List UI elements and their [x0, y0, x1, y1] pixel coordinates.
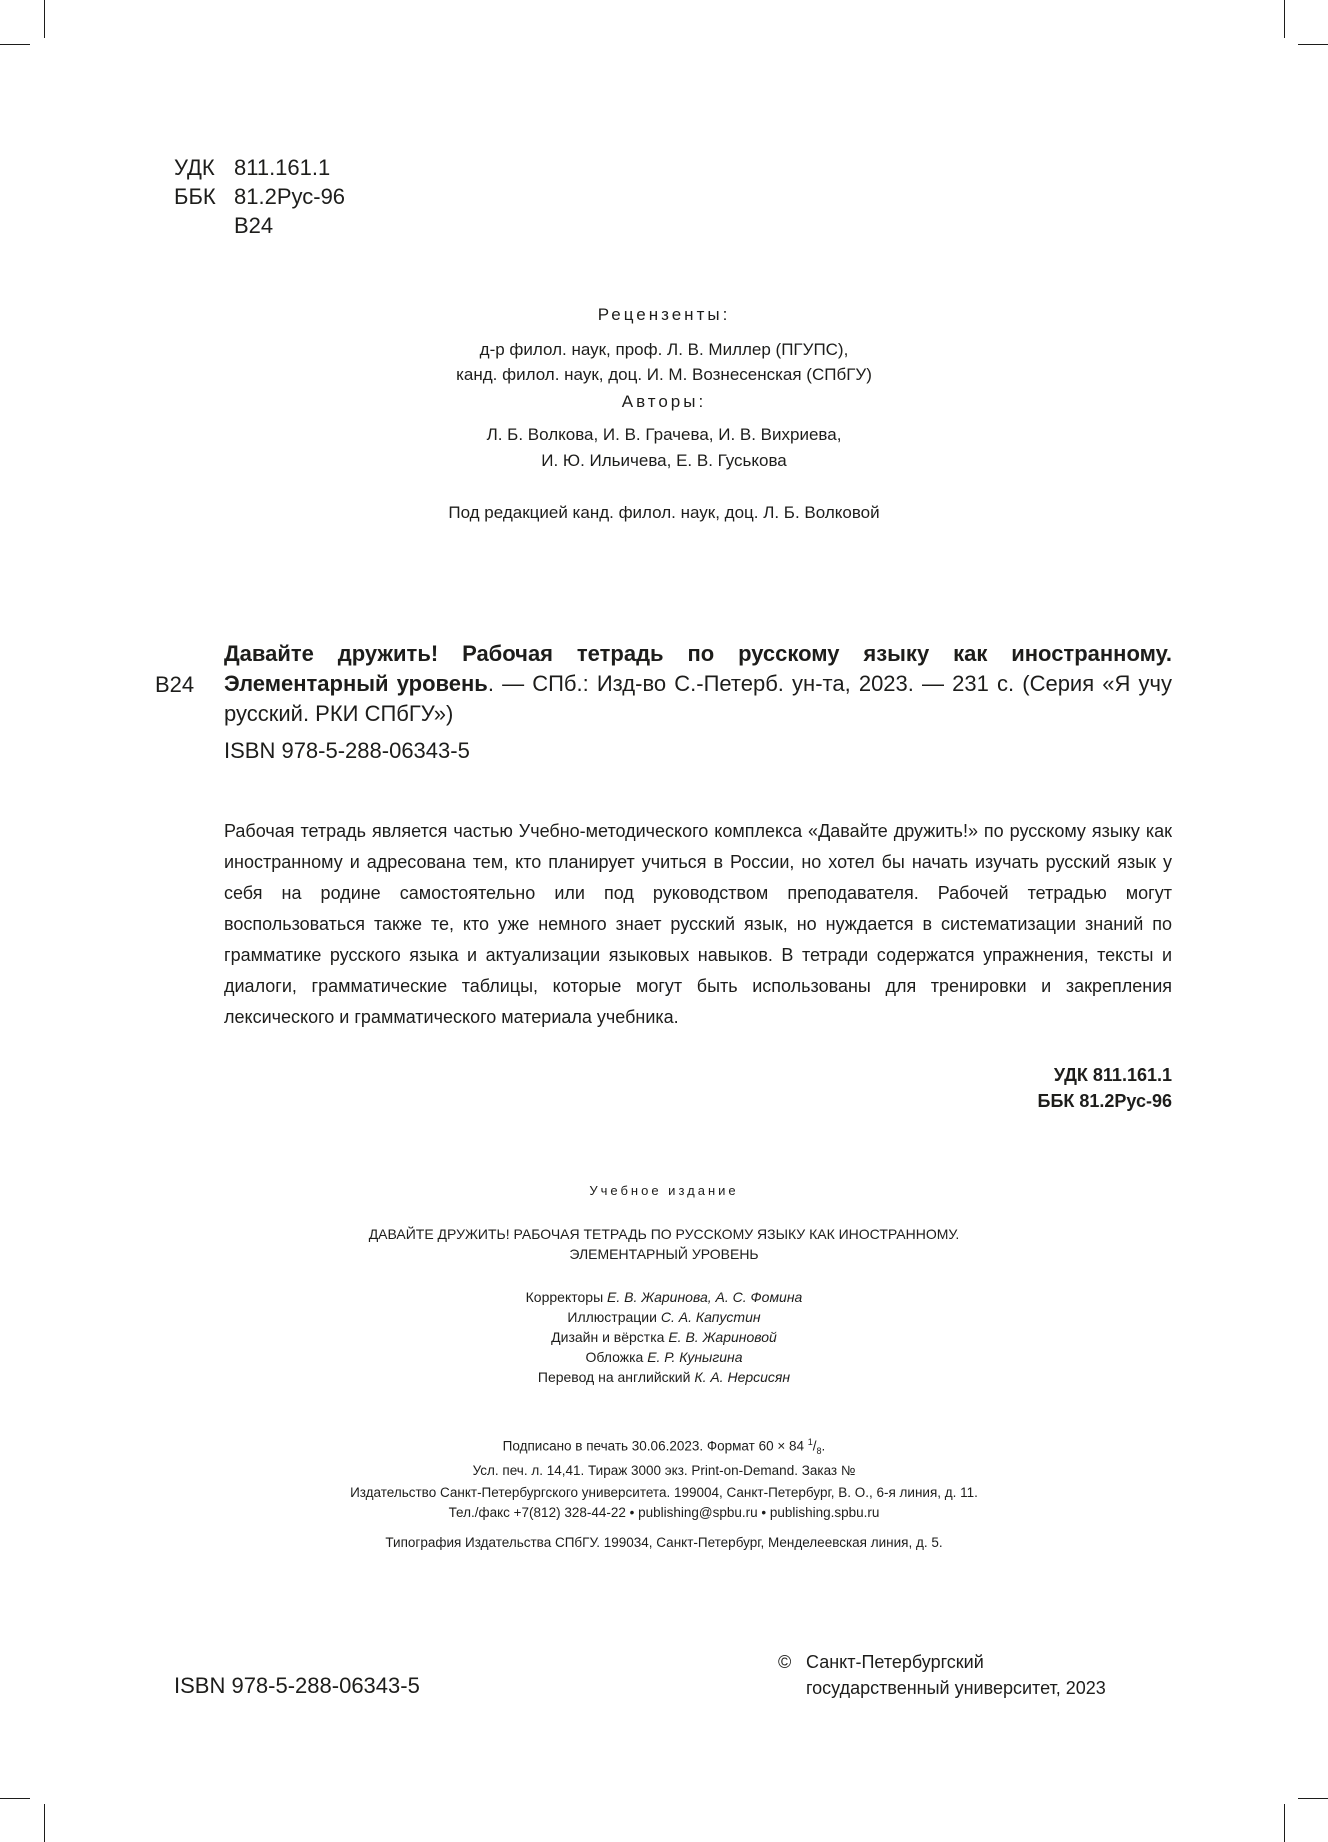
print-info	[0, 1432, 1328, 1481]
imprint-title	[0, 1224, 1328, 1264]
reviewer-line: д-р филол. наук, проф. Л. В. Миллер (ПГУПС),	[479, 340, 849, 359]
book-title-bold: Давайте дружить! Рабочая тетрадь по русскому языку как иностранному. Элементарный уровень	[224, 641, 1172, 696]
publisher-contacts: Тел./факс +7(812) 328-44-22 • publishing@spbu.ru • publishing.spbu.ru	[448, 1505, 880, 1520]
credit-line	[0, 1307, 1328, 1327]
print-line: Подписано в печать 30.06.2023. Формат 60 × 84 $^1/_8$.	[502, 1437, 826, 1457]
authors-list	[0, 422, 1328, 474]
credit-role: Перевод на английский	[537, 1369, 691, 1385]
credit-role: Корректоры	[525, 1289, 604, 1305]
print-suffix: .	[821, 1438, 826, 1454]
crop-mark	[1284, 1804, 1285, 1842]
credit-line	[0, 1347, 1328, 1367]
credit-names: С. А. Капустин	[660, 1309, 761, 1325]
credit-names: Е. В. Жариновой	[668, 1329, 777, 1345]
author-mark: В24	[234, 213, 274, 238]
credit-role: Иллюстрации	[567, 1309, 657, 1325]
classification-block	[174, 153, 345, 240]
crop-mark	[44, 1804, 45, 1842]
copyright-line: государственный университет, 2023	[806, 1678, 1106, 1698]
bbk-value: 81.2Рус-96	[234, 184, 346, 209]
print-line: Усл. печ. л. 14,41. Тираж 3000 экз. Print-on-Demand. Заказ №	[472, 1463, 856, 1479]
crop-mark	[1298, 1798, 1328, 1799]
bibliography-rest: . — СПб.: Изд-во С.-Петерб. ун-та, 2023. — 231 с. (Серия «Я учу русский. РКИ СПбГУ»)	[224, 671, 1172, 726]
crop-mark	[1298, 44, 1328, 45]
udk-bottom: УДК 811.161.1	[1053, 1065, 1172, 1085]
bibliography-mark: В24	[155, 672, 195, 697]
editor-line: Под редакцией канд. филол. наук, доц. Л. Б. Волковой	[448, 503, 880, 522]
credit-names: Е. В. Жаринова, А. С. Фомина	[607, 1289, 803, 1305]
credit-role: Дизайн и вёрстка	[551, 1329, 665, 1345]
credits-list	[0, 1287, 1328, 1387]
crop-mark	[0, 44, 30, 45]
typography-info: Типография Издательства СПбГУ. 199034, Санкт-Петербург, Менделеевская линия, д. 5.	[385, 1535, 943, 1550]
credit-line	[0, 1367, 1328, 1387]
credit-role: Обложка	[585, 1349, 644, 1365]
reviewer-line: канд. филол. наук, доц. И. М. Вознесенская (СПбГУ)	[456, 365, 872, 384]
copyright-icon: ©	[778, 1652, 792, 1672]
publisher-address: Издательство Санкт-Петербургского университета. 199004, Санкт-Петербург, В. О., 6-я линия, д. 11.	[350, 1485, 978, 1500]
crop-mark	[1284, 0, 1285, 38]
crop-mark	[44, 0, 45, 38]
reviewers-heading: Рецензенты:	[597, 305, 731, 324]
imprint-title-line: ЭЛЕМЕНТАРНЫЙ УРОВЕНЬ	[569, 1246, 759, 1262]
isbn-footer: ISBN 978-5-288-06343-5	[174, 1673, 420, 1698]
author-line: И. Ю. Ильичева, Е. В. Гуськова	[541, 451, 787, 470]
isbn-main: ISBN 978-5-288-06343-5	[224, 738, 470, 763]
imprint-title-line: ДАВАЙТЕ ДРУЖИТЬ! РАБОЧАЯ ТЕТРАДЬ ПО РУССКОМУ ЯЗЫКУ КАК ИНОСТРАННОМУ.	[368, 1226, 960, 1242]
udk-value: 811.161.1	[234, 155, 331, 180]
credit-line	[0, 1287, 1328, 1307]
classification-bottom	[1038, 1062, 1173, 1114]
crop-mark	[0, 1798, 30, 1799]
copyright-line: Санкт-Петербургский	[806, 1652, 984, 1672]
credit-names: Е. Р. Куныгина	[647, 1349, 743, 1365]
credit-names: К. А. Нерсисян	[694, 1369, 791, 1385]
bbk-bottom: ББК 81.2Рус-96	[1037, 1091, 1172, 1111]
udk-label: УДК	[174, 155, 215, 180]
publisher-info	[0, 1483, 1328, 1523]
credit-line	[0, 1327, 1328, 1347]
bibliographic-description	[224, 639, 1172, 729]
reviewers-list	[0, 337, 1328, 387]
copyright-block	[778, 1649, 1106, 1701]
authors-heading: Авторы:	[621, 392, 707, 411]
format-fraction-num: 1	[807, 1437, 813, 1447]
bbk-label: ББК	[174, 184, 216, 209]
print-format: Подписано в печать 30.06.2023. Формат 60 × 84	[502, 1438, 804, 1454]
edition-type: Учебное издание	[589, 1183, 739, 1198]
annotation-paragraph: Рабочая тетрадь является частью Учебно-методического комплекса «Давайте дружить!» по русскому языку как иностранному и адресована тем, кто планирует учиться в России, но хотел бы начать изучать русский язык у себя на родине самостоятельно или под руководством преподавателя. Рабочей тетрадью могут воспользоваться также те, кто уже немного знает русский язык, но нуждается в систематизации знаний по грамматике русского языка и актуализации языковых навыков. В тетради содержатся упражнения, тексты и диалоги, грамматические таблицы, которые могут быть использованы для тренировки и закрепления лексического и грамматического материала учебника.	[224, 821, 1172, 1027]
author-line: Л. Б. Волкова, И. В. Грачева, И. В. Вихриева,	[486, 425, 842, 444]
format-fraction-den: 8	[816, 1446, 822, 1457]
